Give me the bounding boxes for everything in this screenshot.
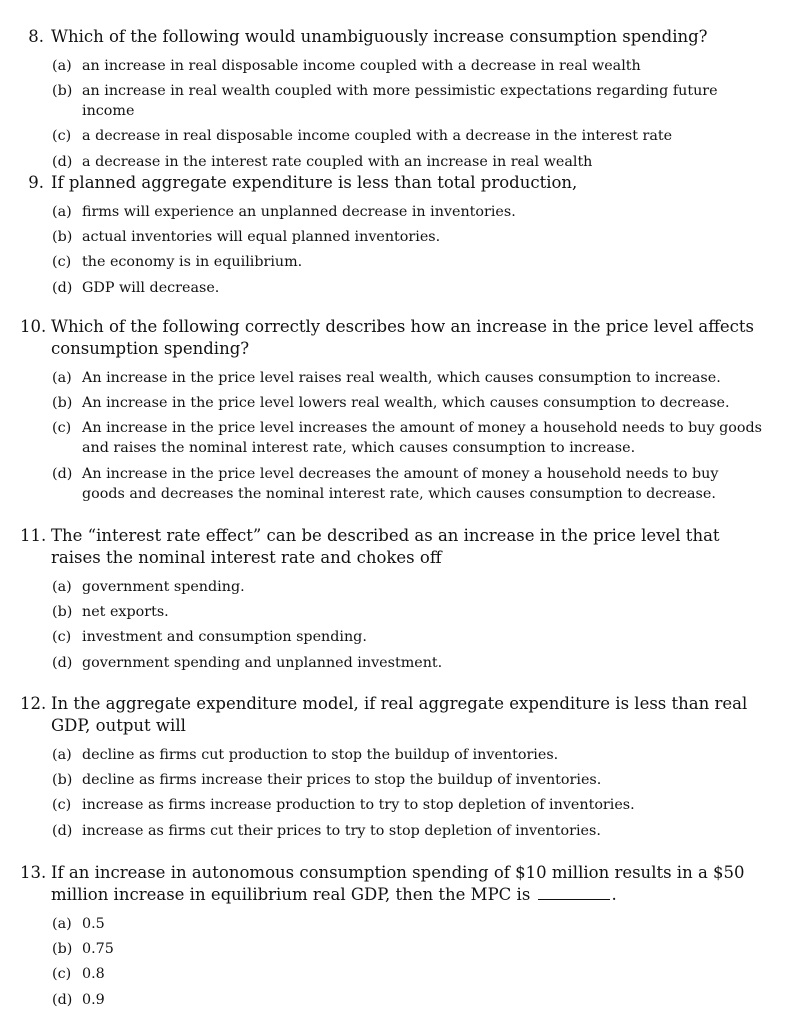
option-label: (b) xyxy=(52,941,73,958)
option-text: An increase in the price level decreases the amount of money a household needs to buy goods and decreases the nominal interest rate, which causes consumption to decrease. xyxy=(82,465,719,502)
option-d[interactable] xyxy=(52,278,765,298)
option-label: (d) xyxy=(52,465,73,482)
question-number: 13. xyxy=(20,863,47,882)
option-b[interactable] xyxy=(52,81,765,121)
option-label: (b) xyxy=(52,604,73,621)
option-label: (a) xyxy=(52,58,72,74)
option-label: (a) xyxy=(52,204,72,220)
option-text: An increase in the price level lowers real wealth, which causes consumption to decrease. xyxy=(82,395,730,412)
option-label: (a) xyxy=(52,370,72,386)
option-label: (a) xyxy=(52,747,72,763)
option-text: decline as firms cut production to stop the buildup of inventories. xyxy=(82,747,559,763)
option-label: (d) xyxy=(52,153,73,170)
question-12 xyxy=(20,693,765,846)
option-label: (b) xyxy=(52,83,73,100)
option-list xyxy=(52,745,765,841)
option-d[interactable] xyxy=(52,990,765,1010)
option-c[interactable] xyxy=(52,418,765,458)
question-number: 8. xyxy=(28,27,44,46)
question-text: Which of the following would unambiguously increase consumption spending? xyxy=(51,27,708,46)
option-text: government spending and unplanned investment. xyxy=(82,654,443,671)
option-text: increase as firms increase production to try to stop depletion of inventories. xyxy=(82,797,635,814)
option-b[interactable] xyxy=(52,393,765,413)
option-text: GDP will decrease. xyxy=(82,279,220,296)
option-text: 0.5 xyxy=(82,916,105,932)
option-text: An increase in the price level raises real wealth, which causes consumption to increase. xyxy=(82,370,721,386)
question-13 xyxy=(20,862,765,1015)
option-text: a decrease in the interest rate coupled with an increase in real wealth xyxy=(82,153,593,170)
option-c[interactable] xyxy=(52,252,765,272)
question-9 xyxy=(20,172,765,303)
question-8 xyxy=(20,26,765,177)
option-a[interactable] xyxy=(52,368,765,388)
option-label: (b) xyxy=(52,229,73,246)
option-text: firms will experience an unplanned decrease in inventories. xyxy=(82,204,516,220)
option-label: (c) xyxy=(52,629,72,646)
option-label: (b) xyxy=(52,772,73,789)
option-label: (c) xyxy=(52,420,72,437)
question-text: If an increase in autonomous consumption spending of $10 million results in a $50 million increase in equilibrium real GDP, then the MPC is xyxy=(51,863,745,904)
option-text: an increase in real wealth coupled with more pessimistic expectations regarding future income xyxy=(82,83,718,120)
option-label: (c) xyxy=(52,128,72,145)
option-d[interactable] xyxy=(52,152,765,172)
question-text: The “interest rate effect” can be described as an increase in the price level that raises the nominal interest rate and chokes off xyxy=(51,526,720,567)
option-list xyxy=(52,577,765,673)
option-text: decline as firms increase their prices to stop the buildup of inventories. xyxy=(82,772,602,789)
option-b[interactable] xyxy=(52,939,765,959)
question-number: 12. xyxy=(20,694,47,713)
option-c[interactable] xyxy=(52,795,765,815)
option-list xyxy=(52,368,765,504)
option-text: a decrease in real disposable income coupled with a decrease in the interest rate xyxy=(82,128,673,145)
question-text: Which of the following correctly describes how an increase in the price level affects consumption spending? xyxy=(51,317,755,358)
option-list xyxy=(52,202,765,298)
option-a[interactable] xyxy=(52,202,765,222)
option-a[interactable] xyxy=(52,745,765,765)
option-label: (c) xyxy=(52,797,72,814)
option-c[interactable] xyxy=(52,964,765,984)
option-text: investment and consumption spending. xyxy=(82,629,367,646)
question-text-end: . xyxy=(611,885,617,904)
option-text: net exports. xyxy=(82,604,169,621)
option-label: (c) xyxy=(52,254,72,271)
option-a[interactable] xyxy=(52,914,765,934)
option-d[interactable] xyxy=(52,464,765,504)
option-d[interactable] xyxy=(52,821,765,841)
option-text: 0.8 xyxy=(82,966,105,983)
option-text: An increase in the price level increases the amount of money a household needs to buy goods and raises the nominal interest rate, which causes consumption to increase. xyxy=(82,420,762,457)
option-text: actual inventories will equal planned inventories. xyxy=(82,229,441,246)
question-10 xyxy=(20,316,765,509)
option-b[interactable] xyxy=(52,770,765,790)
option-label: (b) xyxy=(52,395,73,412)
question-11 xyxy=(20,525,765,678)
option-label: (d) xyxy=(52,991,73,1008)
option-c[interactable] xyxy=(52,126,765,146)
option-a[interactable] xyxy=(52,577,765,597)
option-text: 0.9 xyxy=(82,991,105,1008)
option-label: (d) xyxy=(52,279,73,296)
option-label: (a) xyxy=(52,916,72,932)
question-text: In the aggregate expenditure model, if real aggregate expenditure is less than real GDP, output will xyxy=(51,694,748,735)
option-text: the economy is in equilibrium. xyxy=(82,254,303,271)
option-text: increase as firms cut their prices to try to stop depletion of inventories. xyxy=(82,822,601,839)
question-text-wrapper xyxy=(51,862,765,906)
option-label: (c) xyxy=(52,966,72,983)
question-number: 10. xyxy=(20,317,47,336)
option-text: an increase in real disposable income coupled with a decrease in real wealth xyxy=(82,58,641,74)
option-d[interactable] xyxy=(52,653,765,673)
option-b[interactable] xyxy=(52,227,765,247)
question-number: 11. xyxy=(20,526,47,545)
option-label: (d) xyxy=(52,822,73,839)
option-text: 0.75 xyxy=(82,941,114,958)
option-b[interactable] xyxy=(52,602,765,622)
answer-blank xyxy=(538,899,610,900)
option-label: (a) xyxy=(52,579,72,595)
option-list xyxy=(52,56,765,172)
question-number: 9. xyxy=(28,173,44,192)
option-c[interactable] xyxy=(52,627,765,647)
option-list xyxy=(52,914,765,1010)
option-text: government spending. xyxy=(82,579,245,595)
question-text: If planned aggregate expenditure is less than total production, xyxy=(51,173,578,192)
option-a[interactable] xyxy=(52,56,765,76)
option-label: (d) xyxy=(52,654,73,671)
